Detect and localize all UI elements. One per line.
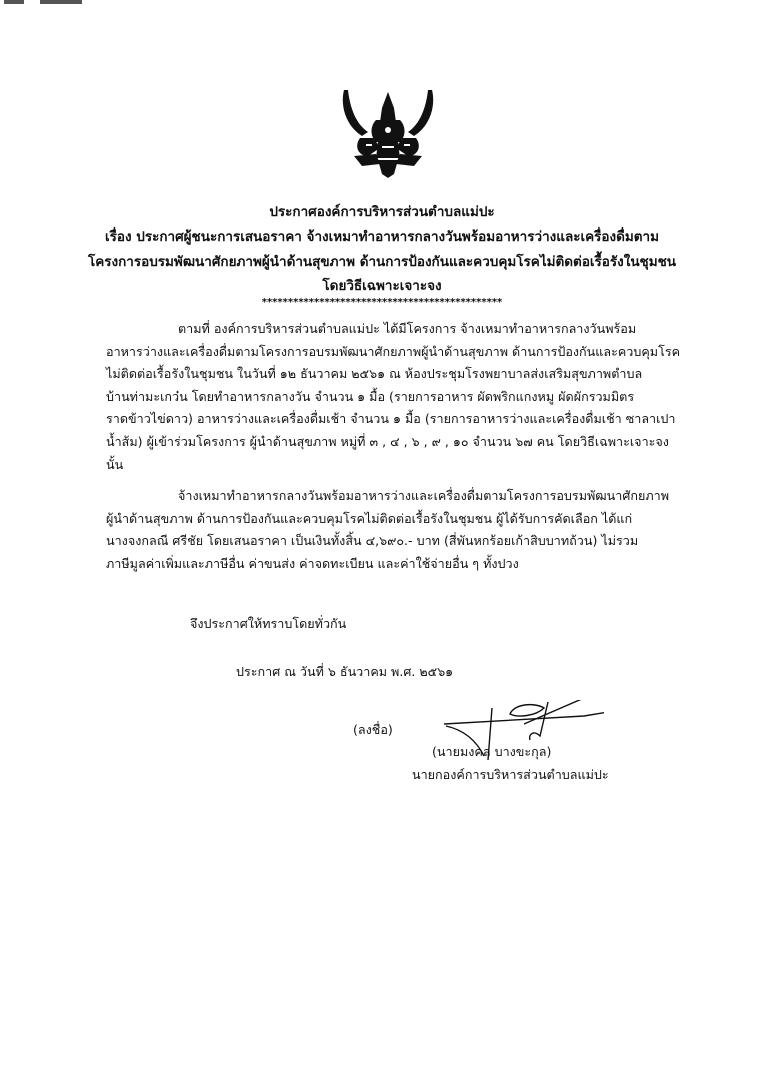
paragraph-line: บ้านท่ามะเกว๋น โดยทำอาหารกลางวัน จำนวน ๑ มื้อ (รายการอาหาร ผัดพริกแกงหมู ผัดผักรวมมิตร xyxy=(106,388,635,404)
paragraph-line: ภาษีมูลค่าเพิ่มและภาษีอื่น ค่าขนส่ง ค่าจดทะเบียน และค่าใช้จ่ายอื่น ๆ ทั้งปวง xyxy=(106,555,519,571)
scan-artifact-left xyxy=(4,0,24,4)
paragraph-line: ผู้นำด้านสุขภาพ ด้านการป้องกันและควบคุมโรคไม่ติดต่อเรื้อรังในชุมชน ผู้ได้รับการคัดเลือก ได้แก่ xyxy=(106,510,633,526)
paragraph-winner xyxy=(106,485,670,575)
subject-line-3: โดยวิธีเฉพาะเจาะจง xyxy=(322,278,442,294)
signatory-name: (นายมงคล บางขะกุล) xyxy=(432,744,552,759)
paragraph-line: นั้น xyxy=(106,456,124,472)
paragraph-line: ราดข้าวไข่ดาว) อาหารว่างและเครื่องดื่มเช้า จำนวน ๑ มื้อ (รายการอาหารว่างและเครื่องดื่มเช้า ซาลาเปา xyxy=(106,411,676,427)
paragraph-line: อาหารว่างและเครื่องดื่มตามโครงการอบรมพัฒนาศักยภาพผู้นำด้านสุขภาพ ด้านการป้องกันและควบคุมโรค xyxy=(106,343,681,359)
document-title: ประกาศองค์การบริหารส่วนตำบลแม่ปะ xyxy=(269,204,495,220)
paragraph-line: ไม่ติดต่อเรื้อรังในชุมชน ในวันที่ ๑๒ ธันวาคม ๒๕๖๑ ณ ห้องประชุมโรงพยาบาลส่งเสริมสุขภาพตำบล xyxy=(106,366,643,382)
announcement-date: ประกาศ ณ วันที่ ๖ ธันวาคม พ.ศ. ๒๕๖๑ xyxy=(236,664,454,679)
subject-line-1: เรื่อง ประกาศผู้ชนะการเสนอราคา จ้างเหมาทำอาหารกลางวันพร้อมอาหารว่างและเครื่องดื่มตาม xyxy=(104,229,659,245)
scan-artifact-right xyxy=(40,0,82,4)
paragraph-line: น้ำส้ม) ผู้เข้าร่วมโครงการ ผู้นำด้านสุขภาพ หมู่ที่ ๓ , ๔ , ๖ , ๙ , ๑๐ จำนวน ๖๗ คน โดยวิธีเฉพาะเจาะจง xyxy=(106,433,669,449)
sign-label: (ลงชื่อ) xyxy=(353,722,393,737)
paragraph-announcement xyxy=(106,318,681,476)
signatory-position: นายกองค์การบริหารส่วนตำบลแม่ปะ xyxy=(412,767,609,782)
subject-line-2: โครงการอบรมพัฒนาศักยภาพผู้นำด้านสุขภาพ ด้านการป้องกันและควบคุมโรคไม่ติดต่อเรื้อรังในชุมชน xyxy=(87,254,677,270)
garuda-emblem-icon xyxy=(340,86,436,178)
closing-statement: จึงประกาศให้ทราบโดยทั่วกัน xyxy=(190,616,347,631)
paragraph-line: นางจงกลณี ศรีชัย โดยเสนอราคา เป็นเงินทั้งสิ้น ๔,๖๙๐.- บาท (สี่พันหกร้อยเก้าสิบบาทถ้วน) ไม่รวม xyxy=(106,533,639,549)
separator-line: ********************************************** xyxy=(261,297,503,308)
paragraph-line: ตามที่ องค์การบริหารส่วนตำบลแม่ปะ ได้มีโครงการ จ้างเหมาทำอาหารกลางวันพร้อม xyxy=(178,321,637,336)
paragraph-line: จ้างเหมาทำอาหารกลางวันพร้อมอาหารว่างและเครื่องดื่มตามโครงการอบรมพัฒนาศักยภาพ xyxy=(178,488,670,503)
